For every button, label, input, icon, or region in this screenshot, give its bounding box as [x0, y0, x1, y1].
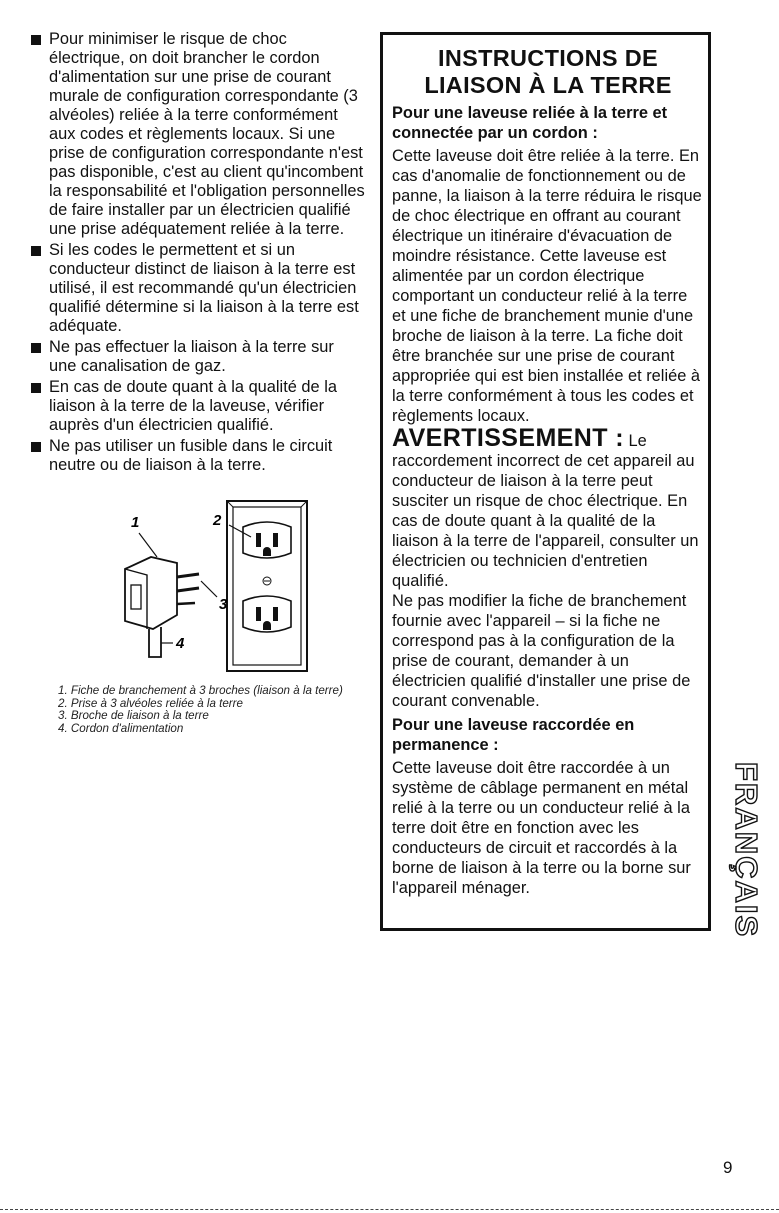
cord-connected-heading: Pour une laveuse reliée à la terre et connectée par un cordon :	[392, 104, 668, 142]
warning-paragraph	[392, 424, 704, 591]
safety-bullet-list	[30, 30, 365, 475]
callout-3: 3	[219, 596, 228, 613]
figure-captions	[58, 685, 365, 735]
plug-outlet-drawing	[85, 497, 345, 677]
permanent-connection-text: Cette laveuse doit être raccordée à un système de câblage permanent en métal relié à la terre ou un conducteur relié à la terre doit être en fonction avec les conducteurs de circuit et raccordés à la borne de liaison à la terre ou la borne sur l'appareil ménager.	[392, 759, 691, 897]
box-title-line-2: LIAISON À LA TERRE	[424, 72, 672, 98]
left-column	[30, 30, 365, 735]
caption-2: 2. Prise à 3 alvéoles reliée à la terre	[58, 696, 243, 710]
plug-modification-text: Ne pas modifier la fiche de branchement fournie avec l'appareil – si la fiche ne correspond pas à la configuration de la prise de courant, demander à un électricien qualifié d'installer une prise de courant convenable.	[392, 592, 691, 710]
bullet-item: En cas de doute quant à la qualité de la liaison à la terre de la laveuse, vérifier auprès d'un électricien qualifié.	[30, 378, 365, 435]
caption-4: 4. Cordon d'alimentation	[58, 721, 184, 735]
bullet-item: Ne pas utiliser un fusible dans le circuit neutre ou de liaison à la terre.	[30, 437, 365, 475]
caption-1: 1. Fiche de branchement à 3 broches (liaison à la terre)	[58, 684, 343, 697]
page-number: 9	[723, 1158, 733, 1177]
bullet-item: Ne pas effectuer la liaison à la terre sur une canalisation de gaz.	[30, 338, 365, 376]
language-tab-graphic	[726, 762, 764, 994]
warning-text: Le raccordement incorrect de cet appareil au conducteur de liaison à la terre peut susciter un risque de choc électrique. En cas de doute quant à la qualité de la liaison à la terre de l'appareil, consulter un électricien ou technicien d'entretien qualifié.	[392, 432, 699, 590]
caption-3: 3. Broche de liaison à la terre	[58, 709, 209, 722]
cord-connected-text: Cette laveuse doit être reliée à la terre. En cas d'anomalie de fonctionnement ou de panne, la liaison à la terre réduira le risque de choc électrique en offrant au courant électrique un itinéraire d'évacuation de moindre résistance. Cette laveuse est alimentée par un cordon électrique comportant un conducteur relié à la terre et une fiche de branchement munie d'une broche de liaison à la terre. La fiche doit être branchée sur une prise de courant appropriée qui est bien installée et reliée à la terre conformément à tous les codes et règlements locaux.	[392, 147, 702, 425]
language-side-label	[726, 762, 764, 994]
grounding-instructions-box	[380, 32, 711, 931]
callout-1: 1	[131, 514, 140, 531]
permanent-connection-heading: Pour une laveuse raccordée en permanence :	[392, 716, 635, 754]
callout-4: 4	[176, 635, 185, 652]
bullet-item: Si les codes le permettent et si un conducteur distinct de liaison à la terre est utilisé, il est recommandé qu'un électricien qualifié détermine si la liaison à la terre est adéquate.	[30, 241, 365, 336]
plug-outlet-illustration	[85, 497, 345, 677]
box-title-line-1: INSTRUCTIONS DE	[438, 45, 658, 71]
box-title	[392, 45, 704, 99]
warning-title: AVERTISSEMENT :	[392, 424, 624, 452]
bullet-item: Pour minimiser le risque de choc électrique, on doit brancher le cordon d'alimentation sur une prise de courant murale de configuration correspondante (3 alvéoles) reliée à la terre conformément aux codes et règlements locaux. Si une prise de configuration correspondante n'est pas disponible, c'est au client qu'incombent la responsabilité et l'obligation personnelles de faire installer par un électricien qualifié une prise adéquatement reliée à la terre.	[30, 30, 365, 239]
bottom-rule	[0, 1209, 779, 1210]
callout-2: 2	[213, 512, 222, 529]
language-tab-text: FRANÇAIS	[729, 762, 764, 939]
